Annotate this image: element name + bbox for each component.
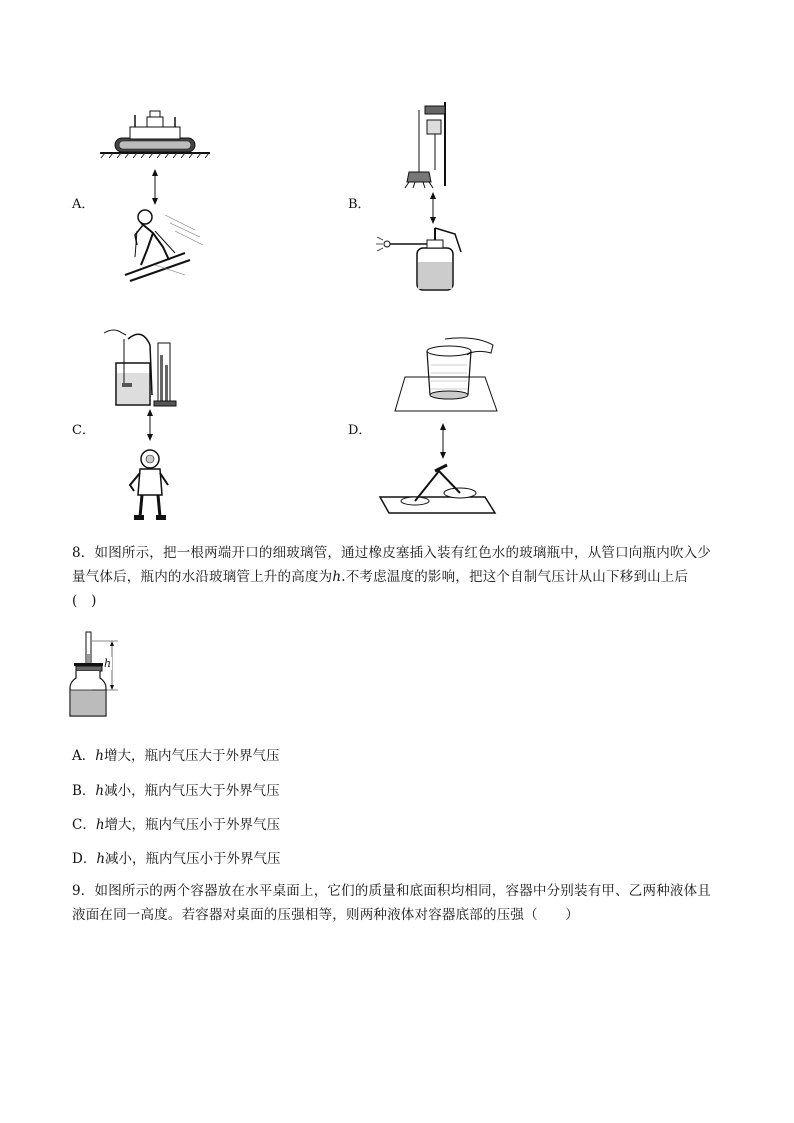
- choice-label: A．: [72, 748, 96, 764]
- choice-var: h: [95, 748, 104, 764]
- option-b-label: B．: [348, 197, 371, 212]
- choice-label: D．: [72, 851, 97, 867]
- choice-var: h: [95, 783, 105, 799]
- q8-text: [72, 541, 732, 613]
- choice-var: h: [95, 817, 105, 833]
- q8-choice-a[interactable]: [72, 744, 279, 764]
- figure-a-tank-skier: [95, 105, 215, 295]
- q9-text: [72, 879, 732, 927]
- q8-barometer-figure: [66, 630, 136, 722]
- q8-line2a: 量气体后，瓶内的水沿玻璃管上升的高度为: [72, 569, 333, 585]
- choice-text: 增大，瓶内气压大于外界气压: [103, 748, 280, 764]
- q9-line1: 如图所示的两个容器放在水平桌面上，它们的质量和底面积均相同，容器中分别装有甲、乙两种液体且: [94, 883, 711, 899]
- q8-choice-c[interactable]: [72, 813, 280, 833]
- choice-text: 减小，瓶内气压小于外界气压: [105, 851, 281, 867]
- q8-blank: ( ): [72, 593, 97, 609]
- figure-d-cup-card-apparatus: [375, 335, 500, 525]
- option-d-label: D．: [348, 423, 372, 438]
- q8-choice-b[interactable]: [72, 779, 280, 799]
- q9-line2: 液面在同一高度。若容器对桌面的压强相等，则两种液体对容器底部的压强（ ）: [72, 907, 579, 923]
- figure-c-pressure-gauge-diver: [100, 325, 200, 525]
- q9-number: 9．: [72, 883, 95, 899]
- choice-var: h: [96, 851, 106, 867]
- q8-var-h: h: [332, 569, 342, 585]
- choice-text: 增大，瓶内气压小于外界气压: [104, 817, 281, 833]
- choice-label: B．: [72, 783, 96, 799]
- q8-number: 8．: [72, 545, 95, 561]
- option-a-label: A．: [72, 197, 95, 212]
- q8-line2b: .不考虑温度的影响，把这个自制气压计从山下移到山上后: [341, 569, 689, 585]
- q8-figure-h-label: h: [104, 657, 112, 670]
- q8-line1: 如图所示，把一根两端开口的细玻璃管，通过橡皮塞插入装有红色水的玻璃瓶中，从管口向瓶内吹入少: [94, 545, 711, 561]
- option-c-label: C．: [72, 423, 95, 438]
- figure-b-hanging-sprayer: [375, 100, 485, 300]
- choice-text: 减小，瓶内气压大于外界气压: [104, 783, 280, 799]
- q8-choice-d[interactable]: [72, 847, 281, 867]
- choice-label: C．: [72, 817, 96, 833]
